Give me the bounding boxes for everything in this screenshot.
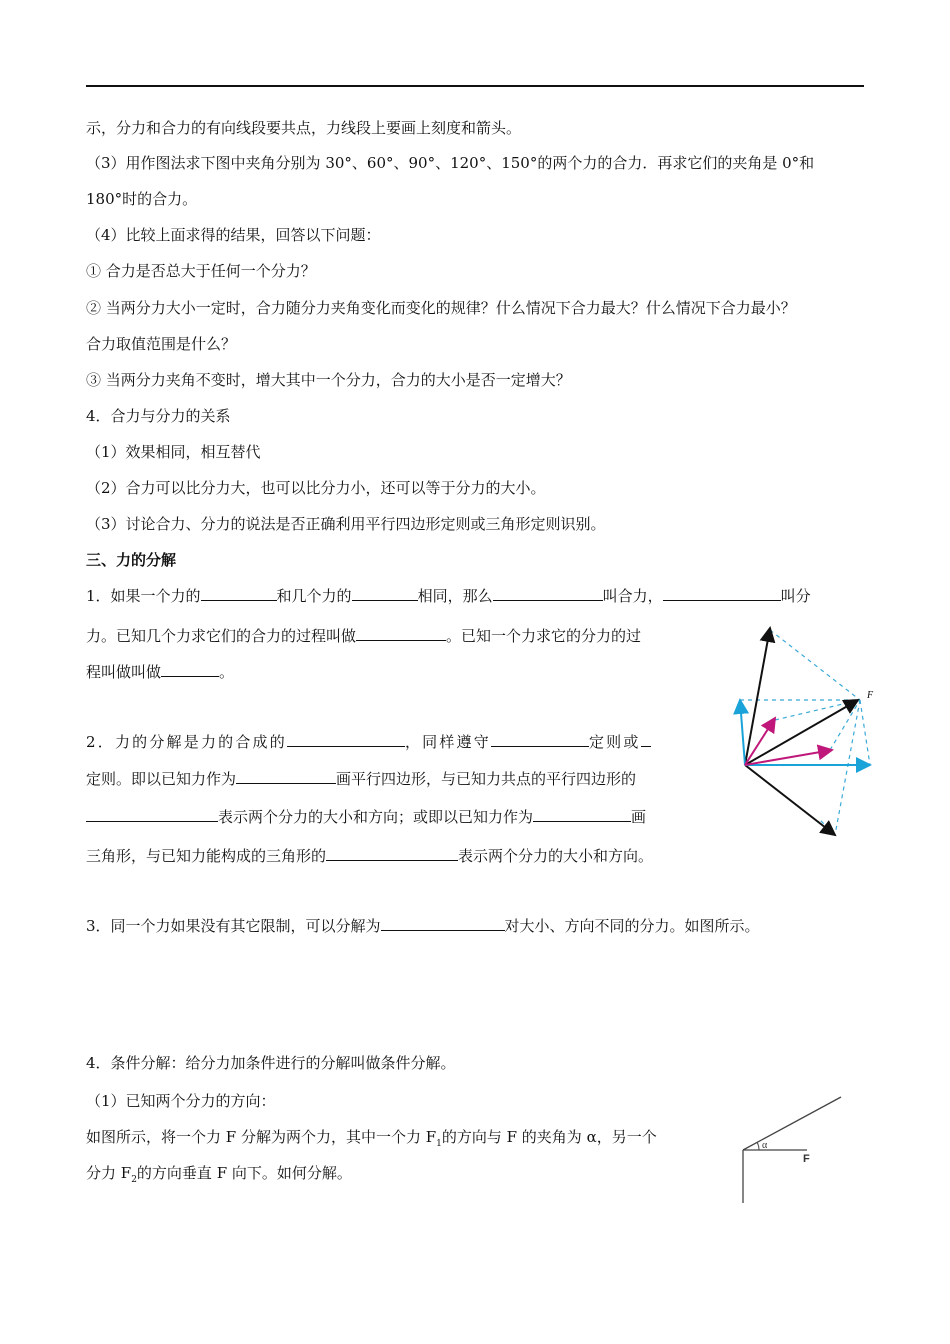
text-line: ① 合力是否总大于任何一个分力？ (86, 262, 316, 280)
question-4-line-1 (86, 1127, 657, 1154)
answer-blank[interactable] (641, 730, 651, 747)
text-line: （3）讨论合力、分力的说法是否正确利用平行四边形定则或三角形定则识别。 (86, 515, 606, 533)
text-line: ③ 当两分力夹角不变时，增大其中一个分力，合力的大小是否一定增大？ (86, 371, 571, 389)
answer-blank[interactable] (201, 584, 277, 601)
construction-lines (740, 630, 870, 835)
text: 程叫做叫做 (86, 663, 162, 681)
force-decomposition-figure (730, 620, 880, 845)
answer-blank[interactable] (236, 767, 336, 784)
text-line: 示，分力和合力的有向线段要共点，力线段上要画上刻度和箭头。 (86, 119, 522, 137)
answer-blank[interactable] (663, 584, 781, 601)
question-1-line-1 (86, 584, 811, 606)
text: 定则。即以已知力作为 (86, 770, 237, 788)
answer-blank[interactable] (493, 584, 603, 601)
text: 叫分 (780, 587, 811, 605)
subscript: 1 (436, 1139, 442, 1149)
angle-arc (757, 1142, 759, 1150)
question-4-sub: （1）已知两个分力的方向： (86, 1092, 276, 1110)
text: 叫合力， (602, 587, 663, 605)
text: 定则或 (588, 733, 641, 751)
text: 表示两个分力的大小和方向。 (458, 847, 654, 865)
question-4-title: 4．条件分解：给分力加条件进行的分解叫做条件分解。 (86, 1054, 456, 1072)
answer-blank[interactable] (161, 660, 219, 677)
answer-blank[interactable] (86, 805, 218, 822)
text: 对大小、方向不同的分力。如图所示。 (504, 917, 760, 935)
question-1-line-2 (86, 624, 641, 646)
section-heading: 三、力的分解 (86, 551, 177, 569)
text: 和几个力的 (276, 587, 352, 605)
text: 三角形，与已知力能构成的三角形的 (86, 847, 327, 865)
question-2-line-2 (86, 767, 636, 789)
text: ，同样遵守 (404, 733, 491, 751)
text: 力。已知几个力求它们的合力的过程叫做 (86, 627, 357, 645)
force-arrow (745, 765, 835, 835)
answer-blank[interactable] (287, 730, 405, 747)
answer-blank[interactable] (491, 730, 589, 747)
text-line: 合力取值范围是什么？ (86, 335, 237, 353)
text: 如图所示，将一个力 F 分解为两个力，其中一个力 F (86, 1128, 437, 1146)
f1-direction-line (743, 1097, 841, 1150)
text-line: 4．合力与分力的关系 (86, 407, 231, 425)
text: 2．力的分解是力的合成的 (86, 733, 287, 751)
text-line: 180°时的合力。 (86, 190, 198, 208)
text: 。 (219, 663, 235, 681)
text: 画平行四边形，与已知力共点的平行四边形的 (336, 770, 637, 788)
angle-decomposition-figure (735, 1095, 845, 1207)
text: 3．同一个力如果没有其它限制，可以分解为 (86, 917, 381, 935)
text-line: （4）比较上面求得的结果，回答以下问题： (86, 226, 381, 244)
text: 表示两个分力的大小和方向；或即以已知力作为 (218, 808, 534, 826)
text-line: （1）效果相同，相互替代 (86, 443, 261, 461)
text: 。已知一个力求它的分力的过 (446, 627, 642, 645)
question-2-line-4 (86, 844, 653, 866)
question-3 (86, 914, 760, 936)
text: 画 (631, 808, 647, 826)
force-label: F (867, 690, 874, 701)
text: 的方向与 F 的夹角为 α，另一个 (441, 1128, 657, 1146)
component-arrow (740, 700, 745, 765)
text: 分力 F (86, 1164, 132, 1182)
answer-blank[interactable] (533, 805, 631, 822)
question-2-line-1 (86, 730, 651, 752)
force-label: F (803, 1153, 810, 1165)
subscript: 2 (131, 1175, 137, 1185)
text: 1．如果一个力的 (86, 587, 201, 605)
text: 相同，那么 (417, 587, 493, 605)
answer-blank[interactable] (326, 844, 458, 861)
text-line: （3）用作图法求下图中夹角分别为 30°、60°、90°、120°、150°的两个力的合力．再求它们的夹角是 0°和 (86, 154, 815, 172)
question-1-line-3 (86, 660, 234, 682)
answer-blank[interactable] (356, 624, 446, 641)
text: 的方向垂直 F 向下。如何分解。 (136, 1164, 352, 1182)
text-line: （2）合力可以比分力大，也可以比分力小，还可以等于分力的大小。 (86, 479, 546, 497)
question-2-line-3 (86, 805, 646, 827)
angle-label: α (762, 1140, 768, 1151)
answer-blank[interactable] (352, 584, 418, 601)
question-4-line-2 (86, 1163, 352, 1190)
text-line: ② 当两分力大小一定时，合力随分力夹角变化而变化的规律？什么情况下合力最大？什么情况下合力最小？ (86, 299, 796, 317)
header-rule (86, 85, 864, 87)
answer-blank[interactable] (381, 914, 505, 931)
